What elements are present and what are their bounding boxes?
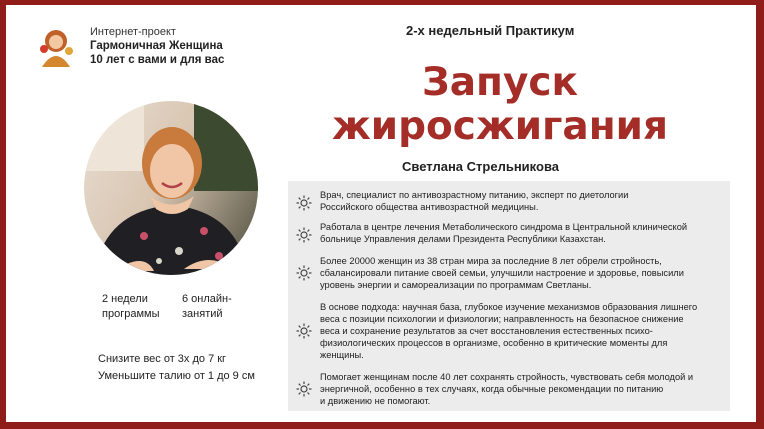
bio-line: энергичной, особенно в тех случаях, когда обычные рекомендации по питанию	[320, 384, 664, 394]
bio-line: женщины.	[320, 350, 364, 360]
stat-sessions-value: 6 онлайн-	[182, 293, 232, 305]
brand-block	[90, 25, 224, 67]
bio-text	[320, 221, 722, 245]
author-name: Светлана Стрельникова	[402, 159, 559, 174]
bio-line: веса и сохранение результатов за счет восстановления естественных психо-	[320, 326, 653, 336]
stat-sessions	[182, 292, 252, 322]
bio-line: Врач, специалист по антивозрастному питанию, эксперт по диетологии	[320, 190, 629, 200]
bio-text	[320, 371, 722, 407]
course-subtitle: 2-х недельный Практикум	[406, 23, 575, 38]
bio-text	[320, 189, 722, 213]
goals-list	[98, 351, 255, 385]
bio-line: сбалансировали питание своей семьи, улучшили настроение и здоровье, повысили	[320, 268, 684, 278]
bio-line: В основе подхода: научная база, глубокое изучение механизмов образования лишнего	[320, 302, 698, 312]
goal-item: Уменьшите талию от 1 до 9 см	[98, 370, 255, 382]
bio-line: уровень энергии и самореализации по программам Светланы.	[320, 280, 592, 290]
bio-line: физиологических процессов в организме, особенно в критические моменты для	[320, 338, 668, 348]
bio-line: и движению не помогают.	[320, 396, 431, 406]
stat-duration-label: программы	[102, 308, 160, 320]
course-title-line2: жиросжигания	[331, 104, 669, 149]
stat-sessions-label: занятий	[182, 308, 223, 320]
brand-tagline: 10 лет с вами и для вас	[90, 54, 225, 66]
bio-panel	[288, 181, 730, 411]
course-title	[330, 61, 670, 149]
stat-duration	[102, 292, 182, 322]
goal-item: Снизите вес от 3х до 7 кг	[98, 353, 227, 365]
brand-pre: Интернет-проект	[90, 26, 176, 38]
bio-line: Российского общества антивозрастной медицины.	[320, 202, 539, 212]
bio-text	[320, 255, 722, 291]
bio-text	[320, 301, 722, 361]
stat-duration-value: 2 недели	[102, 293, 148, 305]
sun-icon	[296, 381, 312, 397]
course-title-line1: Запуск	[422, 60, 578, 105]
bio-line: веса с позиции психологии и физиологии; направленность на безопасное снижение	[320, 314, 684, 324]
sun-icon	[296, 195, 312, 211]
promo-card	[6, 5, 756, 422]
bio-line: Более 20000 женщин из 38 стран мира за последние 8 лет обрели стройность,	[320, 256, 662, 266]
logo-icon	[34, 25, 78, 69]
brand-name: Гармоничная Женщина	[90, 40, 223, 52]
bio-line: Помогает женщинам после 40 лет сохранять стройность, чувствовать себя молодой и	[320, 372, 694, 382]
sun-icon	[296, 323, 312, 339]
sun-icon	[296, 265, 312, 281]
bio-line: Работала в центре лечения Метаболического синдрома в Центральной клинической	[320, 222, 688, 232]
author-photo	[84, 101, 258, 275]
bio-line: больнице Управления делами Президента Республики Казахстан.	[320, 234, 606, 244]
sun-icon	[296, 227, 312, 243]
